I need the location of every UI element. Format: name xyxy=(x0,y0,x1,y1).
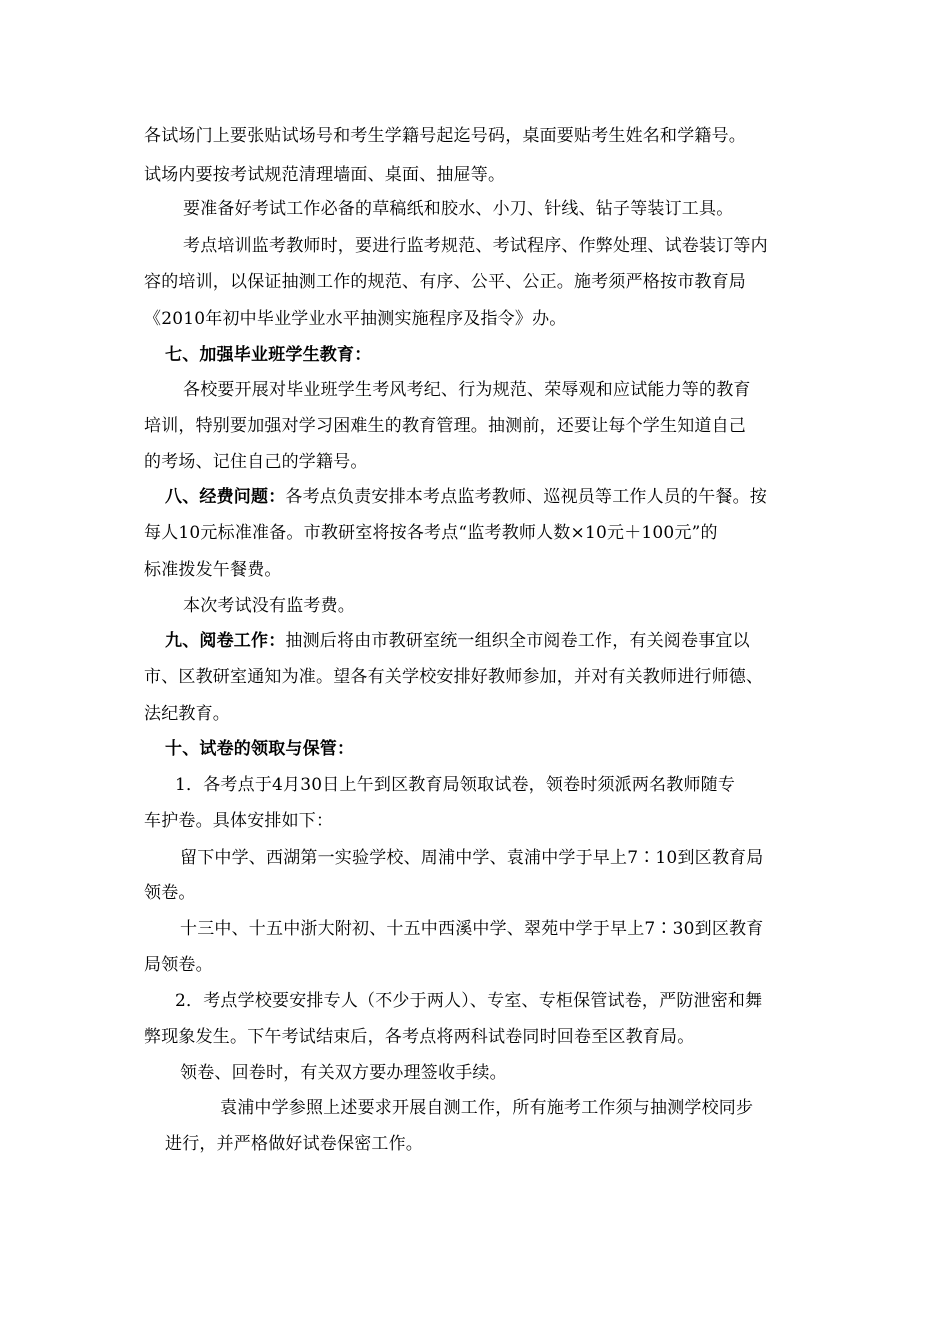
text-line: 试场内要按考试规范清理墙面、桌面、抽屉等。 xyxy=(144,165,506,185)
text-line: 各校要开展对毕业班学生考风考纪、行为规范、荣辱观和应试能力等的教育 xyxy=(183,380,751,400)
text-line: 弊现象发生。下午考试结束后，各考点将两科试卷同时回卷至区教育局。 xyxy=(144,1027,695,1047)
text-run: 各考点负责安排本考点监考教师、巡视员等工作人员的午餐。按 xyxy=(285,487,768,507)
paragraph-line xyxy=(165,629,750,653)
text-line: 考点培训监考教师时，要进行监考规范、考试程序、作弊处理、试卷装订等内 xyxy=(183,236,768,256)
section-heading-10: 十、试卷的领取与保管： xyxy=(165,739,355,759)
text-line: 进行，并严格做好试卷保密工作。 xyxy=(165,1134,423,1154)
text-line: 市、区教研室通知为准。望各有关学校安排好教师参加，并对有关教师进行师德、 xyxy=(144,667,764,687)
text-line: 培训，特别要加强对学习困难生的教育管理。抽测前，还要让每个学生知道自己 xyxy=(144,416,746,436)
text-line: 各试场门上要张贴试场号和考生学籍号起迄号码，桌面要贴考生姓名和学籍号。 xyxy=(144,126,746,146)
text-line: 十三中、十五中浙大附初、十五中西溪中学、翠苑中学于早上7∶30到区教育 xyxy=(180,919,764,939)
text-line: 每人10元标准准备。市教研室将按各考点“监考教师人数×10元＋100元”的 xyxy=(144,523,718,543)
text-line: 标准拨发午餐费。 xyxy=(144,560,282,580)
text-line: 法纪教育。 xyxy=(144,704,230,724)
text-run: 抽测后将由市教研室统一组织全市阅卷工作，有关阅卷事宜以 xyxy=(285,631,750,651)
paragraph-line xyxy=(165,485,767,509)
text-line: 1．各考点于4月30日上午到区教育局领取试卷，领卷时须派两名教师随专 xyxy=(175,775,736,795)
text-line: 的考场、记住自己的学籍号。 xyxy=(144,452,368,472)
section-heading-7: 七、加强毕业班学生教育： xyxy=(165,345,372,365)
text-line: 《2010年初中毕业学业水平抽测实施程序及指令》办。 xyxy=(144,309,567,329)
text-line: 留下中学、西湖第一实验学校、周浦中学、袁浦中学于早上7∶10到区教育局 xyxy=(180,848,764,868)
text-line: 要准备好考试工作必备的草稿纸和胶水、小刀、针线、钻子等装订工具。 xyxy=(183,199,734,219)
text-line: 局领卷。 xyxy=(144,955,213,975)
section-heading-9: 九、阅卷工作： xyxy=(165,631,286,651)
text-line: 本次考试没有监考费。 xyxy=(183,596,355,616)
text-line: 袁浦中学参照上述要求开展自测工作，所有施考工作须与抽测学校同步 xyxy=(220,1098,754,1118)
text-line: 领卷。 xyxy=(144,883,196,903)
section-heading-8: 八、经费问题： xyxy=(165,487,286,507)
text-line: 车护卷。具体安排如下： xyxy=(144,811,334,831)
text-line: 容的培训，以保证抽测工作的规范、有序、公平、公正。施考须严格按市教育局 xyxy=(144,272,746,292)
text-line: 领卷、回卷时，有关双方要办理签收手续。 xyxy=(180,1063,507,1083)
text-line: 2．考点学校要安排专人（不少于两人）、专室、专柜保管试卷，严防泄密和舞 xyxy=(175,991,763,1011)
